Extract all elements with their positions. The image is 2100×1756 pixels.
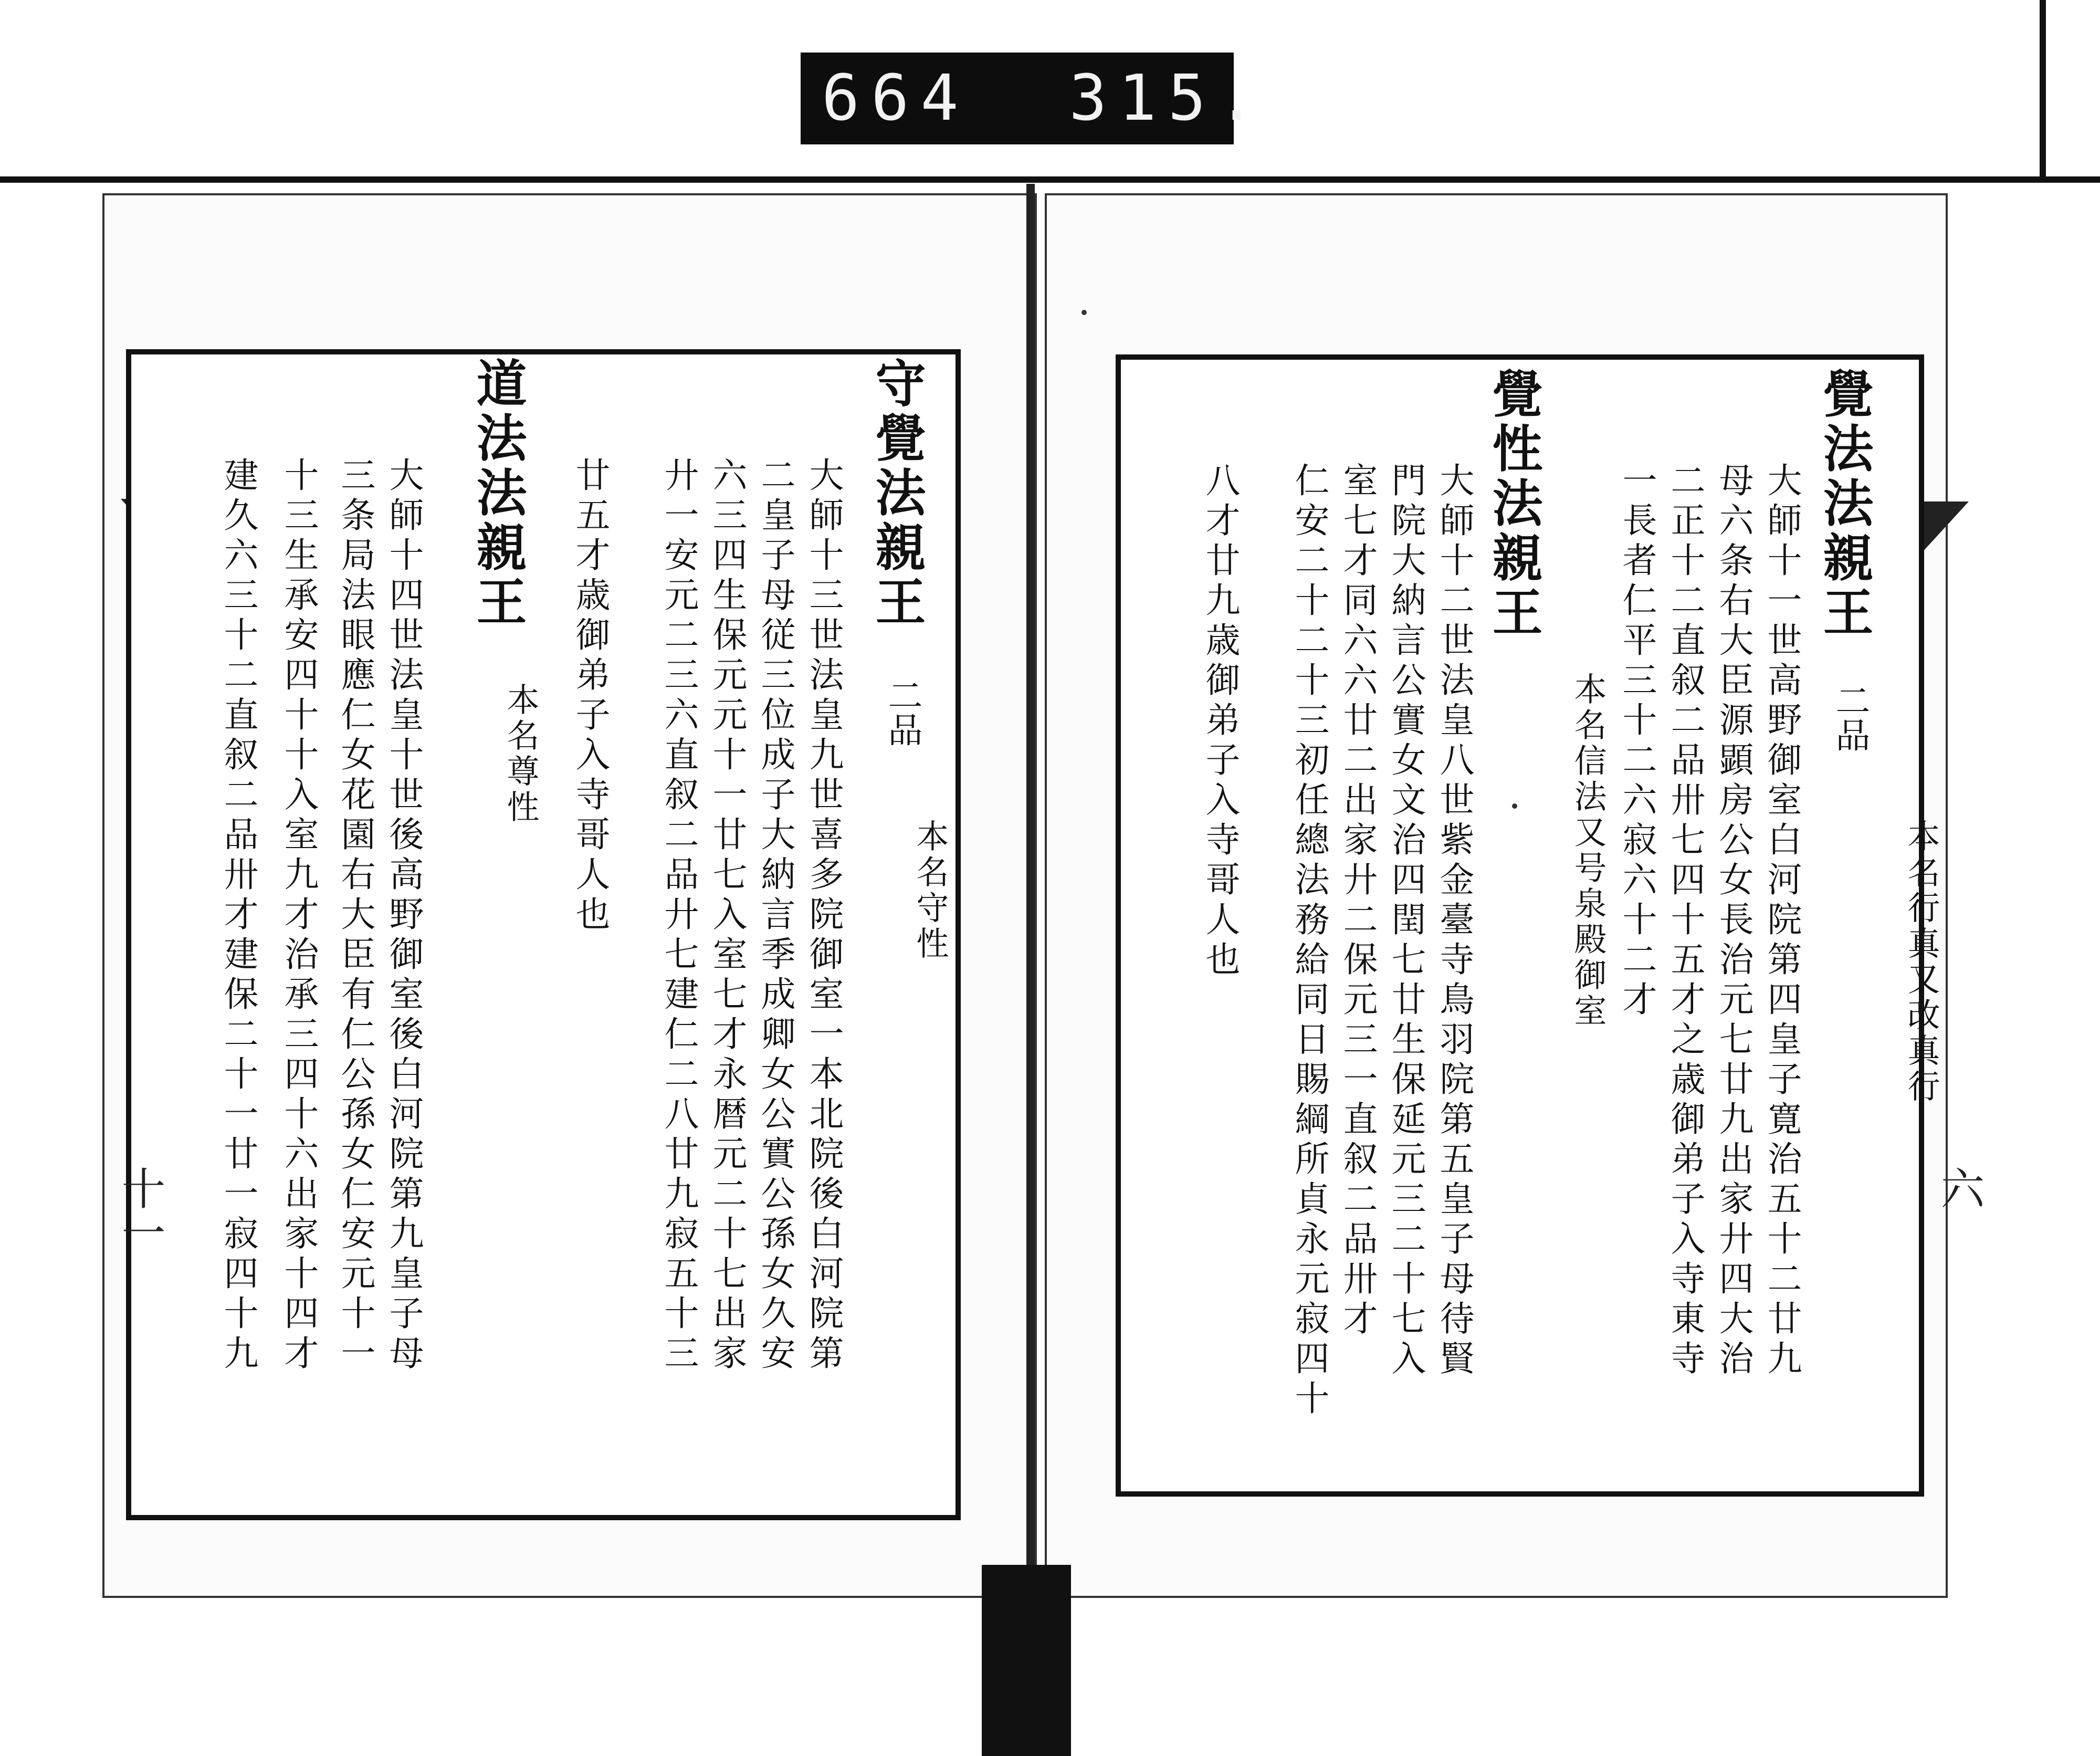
entry-title-kakuho: 覺法法親王 — [1815, 368, 1874, 641]
page-folio-number: 六 — [1934, 1166, 1985, 1210]
text-line: 六三四生保元元十一廿七入室七才永暦元二十七出家 — [707, 457, 747, 1375]
text-line: 大師十四世法皇十世後高野御室後白河院第九皇子母 — [383, 457, 424, 1375]
text-line: 母六条右大臣源顕房公女長治元七廿九出家廾四大治 — [1713, 462, 1754, 1380]
reel-number-label: 664 315. — [801, 53, 1234, 144]
scan-speck — [1082, 310, 1087, 315]
text-line: 大師十二世法皇八世紫金臺寺鳥羽院第五皇子母待賢 — [1434, 462, 1474, 1380]
rank-label: 二品 — [882, 677, 922, 747]
text-line: 一長者仁平三十二六寂六十二才 — [1616, 462, 1657, 1021]
text-line: 仁安二十二十三初任總法務給同日賜綱所貞永元寂四十 — [1289, 462, 1329, 1420]
text-line: 室七才同六六廿二出家廾二保元三一直叙二品卅才 — [1337, 462, 1378, 1340]
text-line: 建久六三十二直叙二品卅才建保二十一廿一寂四十九 — [218, 457, 258, 1375]
text-line: 八才廿九歳御弟子入寺哥人也 — [1200, 462, 1240, 981]
book-gutter — [1026, 184, 1035, 1633]
text-line: 門院大納言公實女文治四閏七廿生保延元三二十七入 — [1385, 462, 1426, 1380]
scan-speck — [1512, 803, 1517, 809]
film-border — [0, 176, 2100, 183]
alternate-name: 本名行真又改真行 — [1902, 819, 1940, 1105]
alternate-name: 本名信法又号泉殿御室 — [1569, 672, 1607, 1029]
gutter-shadow — [982, 1565, 1071, 1756]
entry-title-doho: 道法法親王 — [468, 357, 528, 630]
entry-title-shukaku: 守覺法親王 — [867, 357, 927, 630]
text-line: 二皇子母従三位成子大納言季成卿女公實公孫女久安 — [755, 457, 795, 1375]
text-line: 大師十三世法皇九世喜多院御室一本北院後白河院第 — [803, 457, 844, 1375]
text-line: 廾一安元二三六直叙二品廾七建仁二八廿九寂五十三 — [658, 457, 699, 1375]
text-line: 大師十一世高野御室白河院第四皇子寛治五十二廿九 — [1761, 462, 1802, 1380]
page-folio-number: 十一 — [114, 1166, 166, 1254]
text-line: 二正十二直叙二品卅七四十五才之歳御弟子入寺東寺 — [1665, 462, 1705, 1380]
text-line: 十三生承安四十十入室九才治承三四十六出家十四才 — [278, 457, 319, 1375]
film-border-vertical — [2040, 0, 2046, 181]
rank-label: 二品 — [1830, 683, 1870, 752]
alternate-name: 本名尊性 — [501, 683, 540, 825]
text-line: 三条局法眼應仁女花園右大臣有仁公孫女仁安元十一 — [335, 457, 375, 1375]
text-line: 廿五才歳御弟子入寺哥人也 — [570, 457, 610, 936]
entry-title-kakusho: 覺性法親王 — [1484, 368, 1544, 641]
alternate-name: 本名守性 — [911, 819, 949, 962]
